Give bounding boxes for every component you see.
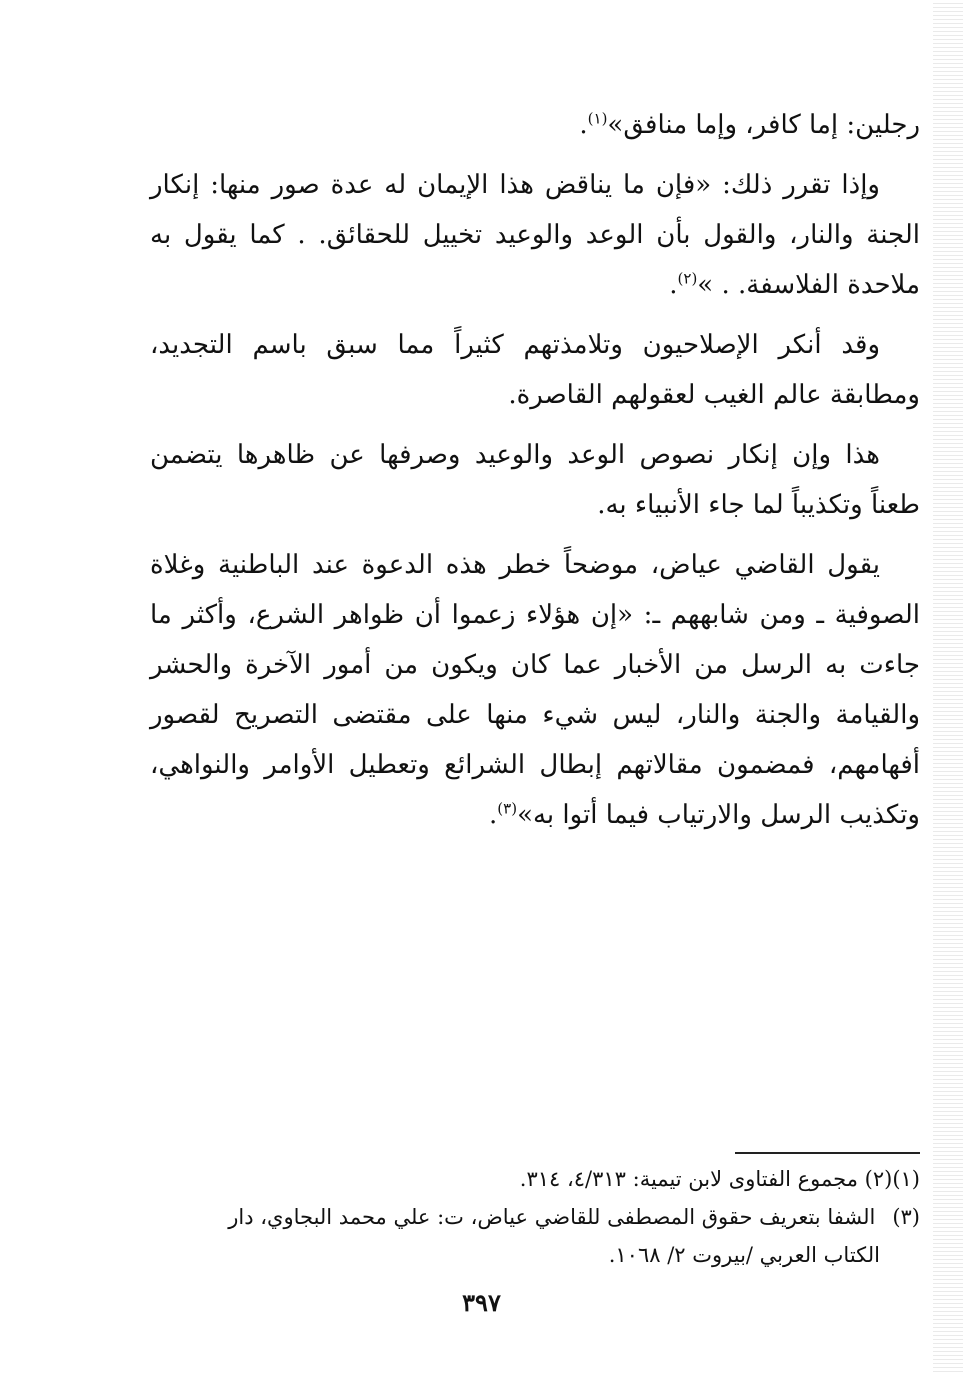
footnote-2 [140,1198,920,1236]
paragraph-5-text: يقول القاضي عياض، موضحاً خطر هذه الدعوة عند الباطنية وغلاة الصوفية ـ ومن شابههم ـ: «إن هؤلاء زعموا أن ظواهر الشرع، وأكثر ما جاءت به الرسل من الأخبار عما كان ويكون من أمور الآخرة والحشر والقيامة والجنة والنار، ليس شيء منها على مقتضى التصريح لقصور أفهامهم، فمضمون مقالاتهم إبطال الشرائع وتعطيل الأوامر والنواهي، وتكذيب الرسل والارتياب فيما أتوا به» [150,550,920,830]
footnote-2-number: (٣) [892,1205,920,1229]
paragraph-4 [150,430,920,530]
footnote-1 [140,1160,920,1198]
paragraph-1-text: رجلين: إما كافر، وإما منافق» [607,110,920,140]
body-text [150,100,920,850]
footnote-2-cont-text: الكتاب العربي /بيروت ٢/ ١٠٦٨. [608,1243,880,1267]
paragraph-1-tail: . [579,110,588,140]
footnote-2-continuation [140,1236,920,1274]
footnote-ref-3: (٣) [497,799,518,818]
paragraph-2-text: وإذا تقرر ذلك: «فإن ما يناقض هذا الإيمان له عدة صور منها: إنكار الجنة والنار، والقول بأن الوعد والوعيد تخييل للحقائق. . كما يقول به ملاحدة الفلاسفة. . » [150,170,920,300]
footnote-ref-1: (١) [587,109,608,128]
paragraph-3-text: وقد أنكر الإصلاحيون وتلامذتهم كثيراً مما سبق باسم التجديد، ومطابقة عالم الغيب لعقولهم القاصرة. [150,330,920,410]
paragraph-4-text: هذا وإن إنكار نصوص الوعد والوعيد وصرفها عن ظاهرها يتضمن طعناً وتكذيباً لما جاء الأنبياء به. [150,440,920,520]
footnote-1-number: (١)(٢) [864,1167,920,1191]
footnote-1-text: مجموع الفتاوى لابن تيمية: ٤/٣١٣، ٣١٤. [519,1167,858,1191]
footnote-2-text: الشفا بتعريف حقوق المصطفى للقاضي عياض، ت: علي محمد البجاوي، دار [228,1205,876,1229]
footnote-ref-2: (٢) [677,269,698,288]
paragraph-2 [150,160,920,310]
footnotes [140,1160,920,1274]
page-edge-shadow [933,0,963,1375]
page-number: ٣٩٧ [462,1288,501,1317]
paragraph-1 [150,100,920,150]
paragraph-2-tail: . [669,270,678,300]
paragraph-3 [150,320,920,420]
footnote-separator [735,1152,920,1154]
paragraph-5-tail: . [489,800,498,830]
paragraph-5 [150,540,920,840]
